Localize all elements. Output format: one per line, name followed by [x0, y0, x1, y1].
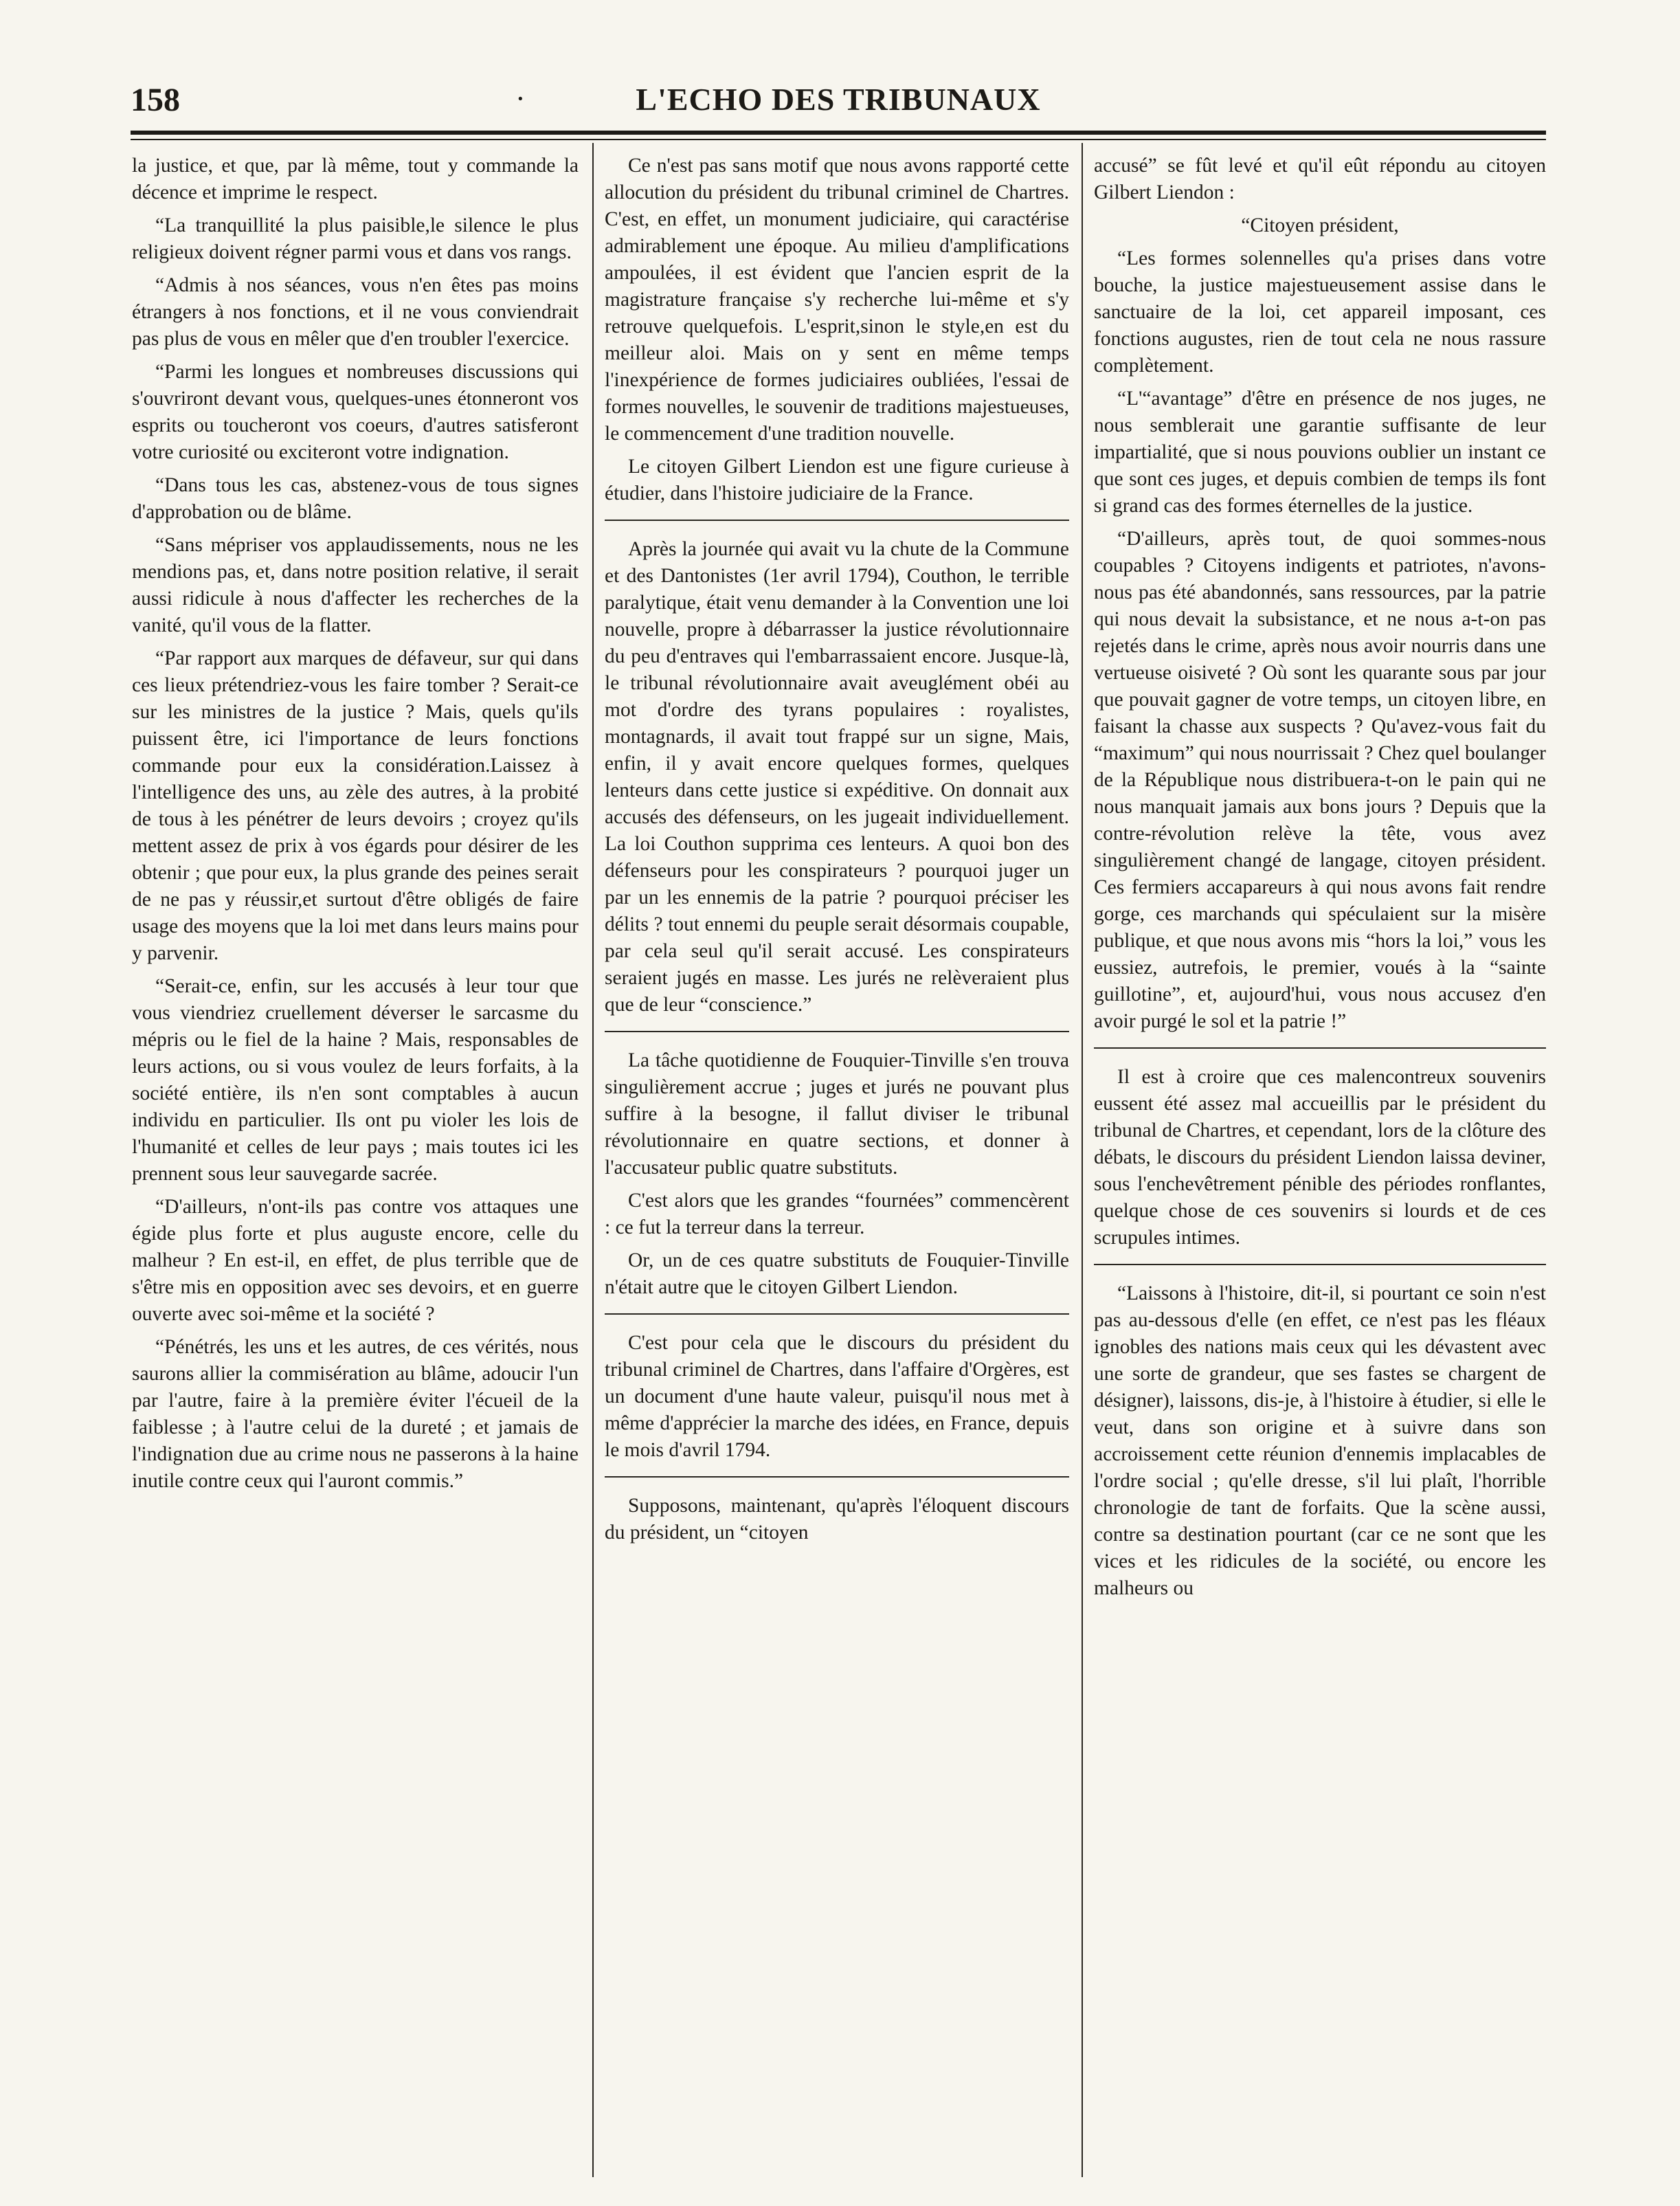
paragraph: Ce n'est pas sans motif que nous avons rapporté cette allocution du président du tribunal criminel de Chartres. C'est, en effet, un monument judiciaire, qui caractérise admirablement une époque. Au milieu d'amplifications ampoulées, il est évident que l'ancien esprit de la magistrature française s'y recherche lui-même et s'y retrouve quelquefois. L'esprit,sinon le style,en est du meilleur aloi. Mais on y sent en même temps l'inexpérience de formes judiciaires oubliées, l'essai de formes nouvelles, le souvenir de traditions majestueuses, le commencement d'une tradition nouvelle.	[605, 155, 1069, 445]
header-rule-thick	[131, 131, 1546, 135]
page-header	[131, 81, 1546, 122]
paragraph: “Parmi les longues et nombreuses discussions qui s'ouvriront devant vous, quelques-unes étonneront vos esprits ou toucheront vos coeurs, d'autres satisferont votre curiosité ou exciteront votre indignation.	[132, 361, 579, 463]
paragraph: “Par rapport aux marques de défaveur, sur qui dans ces lieux prétendriez-vous les faire tomber ? Serait-ce sur les ministres de la justice ? Mais, quels qu'ils puissent être, ici l'importance de leurs fonctions commande pour eux la considération.Laissez à l'intelligence des uns, au zèle des autres, à la probité de tous à les pénétrer de leurs devoirs ; croyez qu'ils mettent assez de prix à vos égards pour désirer de les obtenir ; que pour eux, la plus grande des peines serait de ne pas y réussir,et surtout d'être obligés de faire usage des moyens que la loi met dans leurs mains pour y parvenir.	[132, 647, 579, 964]
section-rule	[605, 1476, 1069, 1478]
running-title: L'ECHO DES TRIBUNAUX	[636, 82, 1041, 117]
paragraph: “Admis à nos séances, vous n'en êtes pas moins étrangers à nos fonctions, et il ne vous conviendrait pas plus de vous en mêler que d'en troubler l'exercice.	[132, 274, 579, 350]
section-rule	[1094, 1264, 1546, 1265]
section-rule	[605, 520, 1069, 521]
paragraph: “La tranquillité la plus paisible,le silence le plus religieux doivent régner parmi vous et dans vos rangs.	[132, 214, 579, 263]
page-number: 158	[131, 82, 180, 118]
paragraph: C'est pour cela que le discours du président du tribunal criminel de Chartres, dans l'affaire d'Orgères, est un document d'une haute valeur, puisqu'il nous met à même d'apprécier la marche des idées, en France, depuis le mois d'avril 1794.	[605, 1332, 1069, 1461]
paragraph: “Les formes solennelles qu'a prises dans votre bouche, la justice majestueusement assise dans le sanctuaire de la loi, cet appareil imposant, ces fonctions augustes, rien de tout cela ne nous rassure complètement.	[1094, 247, 1546, 377]
salutation: “Citoyen président,	[1241, 214, 1399, 236]
paragraph: “Sans mépriser vos applaudissements, nous ne les mendions pas, et, dans notre position relative, il serait aussi ridicule à nous d'affecter les recherches de la vanité, qu'il vous de la flatter.	[132, 534, 579, 636]
paragraph: C'est alors que les grandes “fournées” commencèrent : ce fut la terreur dans la terreur.	[605, 1190, 1069, 1238]
header-dot-ornament: ·	[515, 82, 526, 115]
paragraph: Supposons, maintenant, qu'après l'éloquent discours du président, un “citoyen	[605, 1495, 1069, 1544]
paragraph: Après la journée qui avait vu la chute de la Commune et des Dantonistes (1er avril 1794), Couthon, le terrible paralytique, était venu demander à la Convention une loi nouvelle, propre à débarrasser la justice révolutionnaire du peu d'entraves qui l'embarrassaient encore. Jusque-là, le tribunal révolutionnaire avait aveuglément obéi au mot d'ordre des tyrans populaires : royalistes, montagnards, il avait tout frappé sur un signe, Mais, enfin, il y avait encore quelques formes, quelques lenteurs dans cette justice si expéditive. On donnait aux accusés des défenseurs, on les jugeait individuellement. La loi Couthon supprima ces lenteurs. A quoi bon des défenseurs pour les conspirateurs ? pourquoi juger un par un les ennemis de la patrie ? pourquoi préciser les délits ? tout ennemi du peuple serait désormais coupable, par cela seul qu'il serait accusé. Les conspirateurs seraient jugés en masse. Les jurés ne relèveraient plus que de leur “conscience.”	[605, 538, 1069, 1016]
paragraph: “Dans tous les cas, abstenez-vous de tous signes d'approbation ou de blâme.	[132, 474, 579, 523]
paragraph: “D'ailleurs, après tout, de quoi sommes-nous coupables ? Citoyens indigents et patriotes, n'avons-nous pas été abandonnés, sans ressources, par la patrie qui nous devait la subsistance, et ne nous a-t-on pas rejetés dans le crime, après nous avoir nourris dans une vertueuse oisiveté ? Où sont les quarante sous par jour que pouvait gagner de votre temps, un citoyen libre, en faisant la chasse aux suspects ? Qu'avez-vous fait du “maximum” qui nous nourrissait ? Chez quel boulanger de la République nous distribuera-t-on le pain qui ne nous manquait jamais aux bons jours ? Depuis que la contre-révolution relève la tête, vous avez singulièrement changé de langage, citoyen président. Ces fermiers accapareurs à qui nous avons fait rendre gorge, ces marchands qui spéculaient sur la misère publique, et que nous avons mis “hors la loi,” vous les eussiez, autrefois, le premier, voués à la “sainte guillotine”, et, aujourd'hui, vous nous accusez d'en avoir purgé le sol et la patrie !”	[1094, 528, 1546, 1032]
text-column-2	[605, 153, 1069, 2187]
paragraph: “Laissons à l'histoire, dit-il, si pourtant ce soin n'est pas au-dessous d'elle (en effet, ce n'est pas les fléaux ignobles des nations mais ceux qui les dévastent avec une sorte de grandeur, que ses fastes se chargent de désigner), laissons, dis-je, à l'histoire à étudier, si elle le veut, dans son origine et à suivre dans son accroissement cette réunion d'ennemis implacables de l'ordre social ; qu'elle dresse, s'il lui plaît, l'horrible chronologie de tant de forfaits. Que la scène aussi, contre sa destination pourtant (car ce ne sont que les vices et les ridicules de la société, ou encore les malheurs ou	[1094, 1282, 1546, 1599]
paragraph: Le citoyen Gilbert Liendon est une figure curieuse à étudier, dans l'histoire judiciaire de la France.	[605, 456, 1069, 504]
paragraph: “Pénétrés, les uns et les autres, de ces vérités, nous saurons allier la commisération au blâme, adoucir l'un par l'autre, faire à la première éviter l'écueil de la faiblesse ; à l'autre celui de la dureté ; et jamais de l'indignation due au crime nous ne passerons à la haine inutile contre ceux qui l'auront commis.”	[132, 1336, 579, 1492]
text-column-1	[132, 153, 579, 2187]
paragraph: accusé” se fût levé et qu'il eût répondu au citoyen Gilbert Liendon :	[1094, 155, 1546, 203]
paragraph: Il est à croire que ces malencontreux souvenirs eussent été assez mal accueillis par le président du tribunal de Chartres, et cependant, lors de la clôture des débats, le discours du président Liendon laissa deviner, sous l'enchevêtrement pénible des périodes ronflantes, quelque chose de ces souvenirs si lourds et de ces scrupules intimes.	[1094, 1066, 1546, 1249]
paragraph: “L'“avantage” d'être en présence de nos juges, ne nous semblerait une garantie suffisante de leur impartialité, que si nous pouvions oublier un instant ce que sont ces juges, et depuis combien de temps ils font si grand cas des formes éternelles de la justice.	[1094, 388, 1546, 517]
section-rule	[605, 1313, 1069, 1315]
section-rule	[605, 1031, 1069, 1032]
section-rule	[1094, 1047, 1546, 1049]
paragraph: “D'ailleurs, n'ont-ils pas contre vos attaques une égide plus forte et plus auguste encore, celle du malheur ? En est-il, en effet, de plus terrible que de s'être mis en opposition avec ses devoirs, et en guerre ouverte avec soi-même et la société ?	[132, 1196, 579, 1325]
text-column-3	[1094, 153, 1546, 2187]
paragraph: Or, un de ces quatre substituts de Fouquier-Tinville n'était autre que le citoyen Gilbert Liendon.	[605, 1249, 1069, 1298]
paragraph: la justice, et que, par là même, tout y commande la décence et imprime le respect.	[132, 155, 579, 203]
paragraph: “Serait-ce, enfin, sur les accusés à leur tour que vous viendriez cruellement déverser le sarcasme du mépris ou le fiel de la haine ? Mais, responsables de leurs actions, ou si vous voulez de leurs forfaits, à la société entière, ils n'en sont comptables à aucun individu en particulier. Ils ont pu violer les lois de l'humanité et celles de leur pays ; mais toutes ici les prennent sous leur sauvegarde sacrée.	[132, 975, 579, 1185]
header-rule-thin	[131, 139, 1546, 140]
paragraph: La tâche quotidienne de Fouquier-Tinville s'en trouva singulièrement accrue ; juges et jurés ne pouvant plus suffire à la besogne, il fallut diviser le tribunal révolutionnaire en quatre sections, et donner à l'accusateur public quatre substituts.	[605, 1049, 1069, 1179]
column-divider-2	[1082, 143, 1083, 2177]
column-divider-1	[592, 143, 594, 2177]
